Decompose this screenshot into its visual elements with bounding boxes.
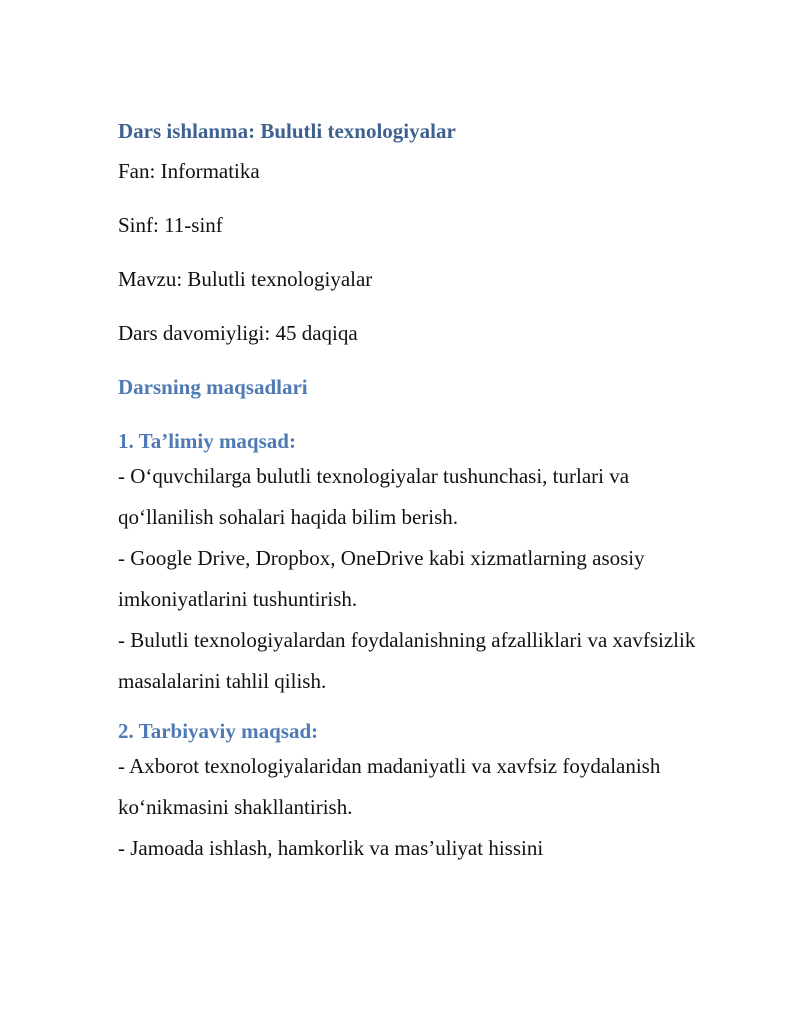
objectives-heading: Darsning maqsadlari: [118, 375, 308, 399]
section-heading-upbringing: 2. Tarbiyaviy maqsad:: [118, 719, 319, 743]
document-content: [118, 116, 718, 869]
meta-grade: Sinf: 11-sinf: [118, 213, 223, 237]
list-item: - Jamoada ishlash, hamkorlik va mas’uliyat hissini: [118, 836, 544, 860]
list-item: - Google Drive, Dropbox, OneDrive kabi xizmatlarning asosiy imkoniyatlarini tushuntirish.: [118, 546, 645, 611]
meta-topic: Mavzu: Bulutli texnologiyalar: [118, 267, 373, 291]
section-upbringing-items: [118, 746, 718, 869]
section-heading-educational: 1. Ta’limiy maqsad:: [118, 429, 296, 453]
meta-subject: Fan: Informatika: [118, 159, 260, 183]
list-item: - Bulutli texnologiyalardan foydalanishning afzalliklari va xavfsizlik masalalarini tahlil qilish.: [118, 628, 696, 693]
list-item: - O‘quvchilarga bulutli texnologiyalar tushunchasi, turlari va qo‘llanilish sohalari haqida bilim berish.: [118, 464, 630, 529]
meta-duration: Dars davomiyligi: 45 daqiqa: [118, 321, 358, 345]
section-educational-items: [118, 456, 718, 702]
list-item: - Axborot texnologiyalaridan madaniyatli va xavfsiz foydalanish ko‘nikmasini shakllantirish.: [118, 754, 661, 819]
document-title: Dars ishlanma: Bulutli texnologiyalar: [118, 119, 456, 143]
